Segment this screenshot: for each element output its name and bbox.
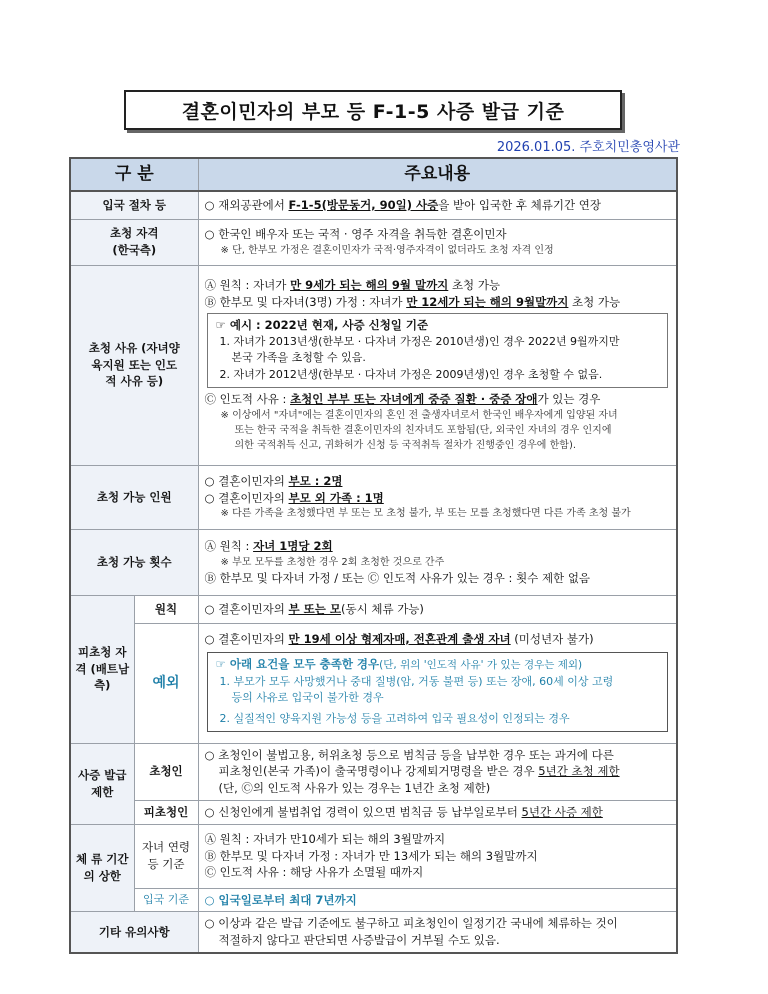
requirement-1-cont: 등의 사유로 입국이 불가한 경우 bbox=[231, 691, 384, 705]
invitee-exception-line: ○ 결혼이민자의 만 19세 이상 형제자매, 전혼관계 출생 자녀 (미성년자 불가) bbox=[204, 631, 594, 646]
row-invitee-principle bbox=[70, 595, 677, 623]
eligibility-label bbox=[70, 219, 198, 265]
reason-b: Ⓑ 한부모 및 다자녀(3명) 가정 : 자녀가 만 12세가 되는 해의 9월말까지 초청 가능 bbox=[204, 294, 621, 309]
requirement-head: ☞ 아래 요건을 모두 충족한 경우(단, 위의 '인도적 사유' 가 있는 경우는 제외) bbox=[215, 657, 583, 672]
row-reason bbox=[70, 265, 677, 465]
count-people-2: ○ 결혼이민자의 부모 외 가족 : 1명 bbox=[204, 490, 384, 505]
example-item-2: 2. 자녀가 2012년생(한부모 · 다자녀 가정은 2009년생)인 경우 초청할 수 없음. bbox=[219, 367, 603, 381]
count-times-content bbox=[198, 529, 677, 595]
row-entry bbox=[70, 191, 677, 219]
reason-label: 초청 사유 (자녀양육지원 또는 인도적 사유 등) bbox=[70, 265, 198, 465]
invitee-principle-content: ○ 결혼이민자의 부 또는 모(동시 체류 가능) bbox=[198, 595, 677, 623]
entry-content bbox=[198, 191, 677, 219]
row-stay-entry bbox=[70, 888, 677, 912]
row-limit-inviter bbox=[70, 743, 677, 800]
stay-c: Ⓒ 인도적 사유 : 해당 사유가 소멸될 때까지 bbox=[204, 865, 424, 880]
row-eligibility bbox=[70, 219, 677, 265]
stay-b: Ⓑ 한부모 및 다자녀 가정 : 자녀가 만 13세가 되는 해의 3월말까지 bbox=[204, 848, 538, 863]
stay-age-label: 자녀 연령 등 기준 bbox=[134, 824, 198, 888]
other-content bbox=[198, 912, 677, 953]
stay-label: 체 류 기간의 상한 bbox=[70, 824, 134, 912]
limit-inviter-1: ○ 초청인이 불법고용, 허위초청 등으로 범칙금 등을 납부한 경우 또는 과거에 다른 bbox=[204, 747, 614, 762]
example-item-1: 1. 자녀가 2013년생(한부모 · 다자녀 가정은 2010년생)인 경우 2022년 9월까지만 bbox=[219, 334, 620, 348]
count-people-label: 초청 가능 인원 bbox=[70, 465, 198, 529]
eligibility-label-1: 초청 자격 bbox=[110, 226, 159, 241]
entry-bold: F-1-5(방문동거, 90일) 사증 bbox=[288, 197, 439, 212]
limit-inviter-label: 초청인 bbox=[134, 743, 198, 800]
page-title: 결혼이민자의 부모 등 F-1-5 사증 발급 기준 bbox=[124, 90, 622, 130]
count-times-a: Ⓐ 원칙 : 자녀 1명당 2회 bbox=[204, 538, 333, 553]
reason-content bbox=[198, 265, 677, 465]
limit-inviter-3: (단, Ⓒ의 인도적 사유가 있는 경우는 1년간 초청 제한) bbox=[218, 780, 491, 795]
limit-label: 사증 발급 제한 bbox=[70, 743, 134, 824]
eligibility-content bbox=[198, 219, 677, 265]
other-label: 기타 유의사항 bbox=[70, 912, 198, 953]
requirement-1: 1. 부모가 모두 사망했거나 중대 질병(암, 거동 불편 등) 또는 장애, 60세 이상 고령 bbox=[219, 674, 614, 688]
count-times-b: Ⓑ 한부모 및 다자녀 가정 / 또는 Ⓒ 인도적 사유가 있는 경우 : 횟수 제한 없음 bbox=[204, 570, 591, 585]
eligibility-label-2: (한국측) bbox=[112, 243, 157, 257]
date-line: 2026.01.05. 주호치민총영사관 bbox=[496, 140, 680, 155]
invitee-exception-content bbox=[198, 623, 677, 743]
entry-label: 입국 절차 등 bbox=[70, 191, 198, 219]
row-limit-invitee bbox=[70, 800, 677, 824]
entry-post: 을 받아 입국한 후 체류기간 연장 bbox=[438, 197, 601, 212]
example-head: ☞ 예시 : 2022년 현재, 사증 신청일 기준 bbox=[215, 318, 429, 333]
stay-age-content bbox=[198, 824, 677, 888]
requirement-2: 2. 실질적인 양육지원 가능성 등을 고려하여 입국 필요성이 인정되는 경우 bbox=[219, 711, 570, 725]
visa-criteria-table bbox=[69, 157, 678, 954]
stay-entry-content: ○ 입국일로부터 최대 7년까지 bbox=[198, 888, 677, 912]
row-invitee-exception bbox=[70, 623, 677, 743]
count-times-note: ※ 부모 모두를 초청한 경우 2회 초청한 것으로 간주 bbox=[220, 556, 445, 568]
eligibility-note: ※ 단, 한부모 가정은 결혼이민자가 국적·영주자격이 없더라도 초청 자격 인정 bbox=[220, 244, 554, 256]
header-category: 구 분 bbox=[70, 158, 198, 191]
invitee-principle-label: 원칙 bbox=[134, 595, 198, 623]
count-people-note: ※ 다른 가족을 초청했다면 부 또는 모 초청 불가, 부 또는 모를 초청했다면 다른 가족 초청 불가 bbox=[220, 508, 631, 520]
eligibility-line: ○ 한국인 배우자 또는 국적 · 영주 자격을 취득한 결혼이민자 bbox=[204, 227, 507, 242]
reason-c-note-1: ※ 이상에서 "자녀"에는 결혼이민자의 혼인 전 출생자녀로서 한국인 배우자에게 입양된 자녀 bbox=[220, 410, 618, 422]
count-times-label: 초청 가능 횟수 bbox=[70, 529, 198, 595]
requirement-box bbox=[207, 652, 669, 732]
row-count-people bbox=[70, 465, 677, 529]
row-count-times bbox=[70, 529, 677, 595]
reason-c: Ⓒ 인도적 사유 : 초청인 부부 또는 자녀에게 중증 질환 · 중증 장애가 있는 경우 bbox=[204, 392, 601, 407]
count-people-content bbox=[198, 465, 677, 529]
table-header-row bbox=[70, 158, 677, 191]
limit-inviter-2: 피초청인(본국 가족)이 출국명령이나 강제퇴거명령을 받은 경우 5년간 초청 제한 bbox=[218, 764, 620, 779]
limit-inviter-content bbox=[198, 743, 677, 800]
limit-invitee-content: ○ 신청인에게 불법취업 경력이 있으면 범칙금 등 납부일로부터 5년간 사증 제한 bbox=[198, 800, 677, 824]
entry-pre: ○ 재외공관에서 bbox=[204, 197, 289, 212]
stay-a: Ⓐ 원칙 : 자녀가 만10세가 되는 해의 3월말까지 bbox=[204, 832, 446, 846]
count-people-1: ○ 결혼이민자의 부모 : 2명 bbox=[204, 473, 343, 488]
example-item-1-cont: 본국 가족을 초청할 수 있음. bbox=[231, 351, 366, 365]
example-box bbox=[207, 313, 669, 388]
other-2: 적절하지 않다고 판단되면 사증발급이 거부될 수도 있음. bbox=[218, 932, 500, 947]
header-content: 주요내용 bbox=[198, 158, 677, 191]
invitee-exception-label: 예외 bbox=[134, 623, 198, 743]
reason-c-note-2: 또는 한국 국적을 취득한 결혼이민자의 친자녀도 포함됨(단, 외국인 자녀의 경우 인지에 bbox=[234, 425, 612, 437]
limit-invitee-label: 피초청인 bbox=[134, 800, 198, 824]
row-stay-age bbox=[70, 824, 677, 888]
other-1: ○ 이상과 같은 발급 기준에도 불구하고 피초청인이 일정기간 국내에 체류하는 것이 bbox=[204, 916, 618, 931]
row-other bbox=[70, 912, 677, 953]
stay-entry-label: 입국 기준 bbox=[134, 888, 198, 912]
reason-a: Ⓐ 원칙 : 자녀가 만 9세가 되는 해의 9월 말까지 초청 가능 bbox=[204, 277, 501, 292]
invitee-label: 피초청 자격 (배트남측) bbox=[70, 595, 134, 743]
reason-c-note-3: 의한 국적취득 신고, 귀화허가 신청 등 국적취득 절차가 진행중인 경우에 한함). bbox=[234, 440, 577, 452]
